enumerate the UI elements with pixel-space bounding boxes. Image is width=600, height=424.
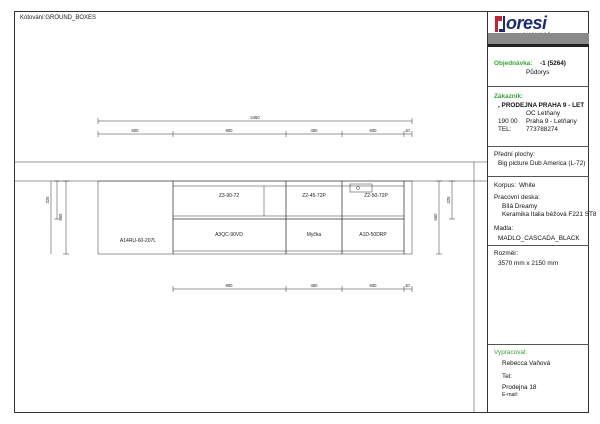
header-strip-dark	[488, 44, 589, 47]
customer-label: Zákazník:	[494, 93, 524, 100]
right-dim-2: 325	[446, 196, 451, 204]
front-value: Big picture Dub America (L-72)	[498, 160, 586, 167]
order-sub: Půdorys	[526, 69, 550, 76]
top-dim-3: 450	[310, 128, 318, 133]
worktop-label: Pracovní deska:	[494, 194, 540, 201]
tall-cabinet-label: A14RU-60-207L	[119, 238, 157, 244]
made-tel: Tel:	[502, 373, 512, 380]
handle-value: MADLO_CASCADA_BLACK	[498, 235, 580, 242]
divider	[488, 176, 589, 177]
top-dim-2: 900	[225, 128, 233, 133]
drawing-title: Kótování:GROUND_BOXES	[20, 15, 97, 21]
size-value: 3570 mm x 2150 mm	[498, 260, 559, 267]
customer-tel-label: TEL:	[498, 126, 512, 133]
made-label: Vypracoval:	[494, 349, 528, 356]
right-dim-1: 660	[433, 213, 438, 221]
customer-line2: OC Letňany	[526, 110, 561, 117]
upper-cabinet-3	[342, 181, 404, 219]
body-label: Korpus:	[494, 182, 517, 189]
logo-word: oresi	[506, 13, 547, 33]
order-label: Objednávka:	[494, 60, 533, 67]
customer-tel: 773788274	[526, 126, 558, 133]
bottom-dim-1: 900	[225, 283, 233, 288]
upper-cabinet-2-label: Z2-45-72P	[302, 193, 326, 199]
bottom-dim-2: 450	[310, 283, 318, 288]
divider	[488, 86, 589, 87]
customer-zip: 190 00	[498, 118, 518, 125]
divider	[488, 146, 589, 147]
worktop-line1: Bílá Dreamy	[502, 203, 538, 210]
upper-cabinet-1	[173, 181, 286, 219]
worktop-line2: Keramika Italia béžová F221 ST8	[502, 211, 597, 218]
left-dim-1: 325	[45, 196, 50, 204]
customer-city: Praha 9 - Letňany	[526, 118, 577, 125]
made-shop: Prodejna 18	[502, 384, 537, 391]
upper-cabinet-3-label: Z2-50-72P	[364, 193, 388, 199]
bottom-dim-3: 500	[369, 283, 377, 288]
bottom-dim-4: 10	[405, 283, 410, 288]
handle-label: Madla:	[494, 225, 514, 232]
lower-cabinet-1-label: A3QC-90VD	[215, 232, 243, 238]
sink-icon	[350, 184, 372, 192]
header-strip	[488, 33, 589, 44]
overall-dim-value: 2450	[250, 115, 260, 120]
upper-cabinet-1-label: Z3-90-72	[218, 193, 240, 199]
customer-name: , PRODEJNA PRAHA 9 - LET	[498, 102, 585, 109]
order-value: -1 (5264)	[540, 60, 566, 67]
body-value: White	[519, 182, 536, 189]
size-label: Rozměr:	[494, 250, 519, 257]
lower-cabinet-3-label: A1D-50DRP	[359, 232, 387, 238]
left-dim-2: 665	[58, 213, 63, 221]
made-name: Rebecca Vaňová	[502, 360, 551, 367]
logo-mark-icon	[493, 14, 507, 34]
divider	[488, 344, 589, 345]
made-email: E-mail:	[502, 392, 519, 398]
lower-cabinet-2-label: Myčka	[306, 232, 322, 238]
top-dim-4: 500	[369, 128, 377, 133]
upper-cabinet-2	[286, 181, 342, 219]
top-dim-5: 10	[405, 128, 410, 133]
top-dim-1: 600	[131, 128, 139, 133]
front-label: Přední plochy:	[494, 151, 535, 158]
divider	[488, 245, 589, 246]
